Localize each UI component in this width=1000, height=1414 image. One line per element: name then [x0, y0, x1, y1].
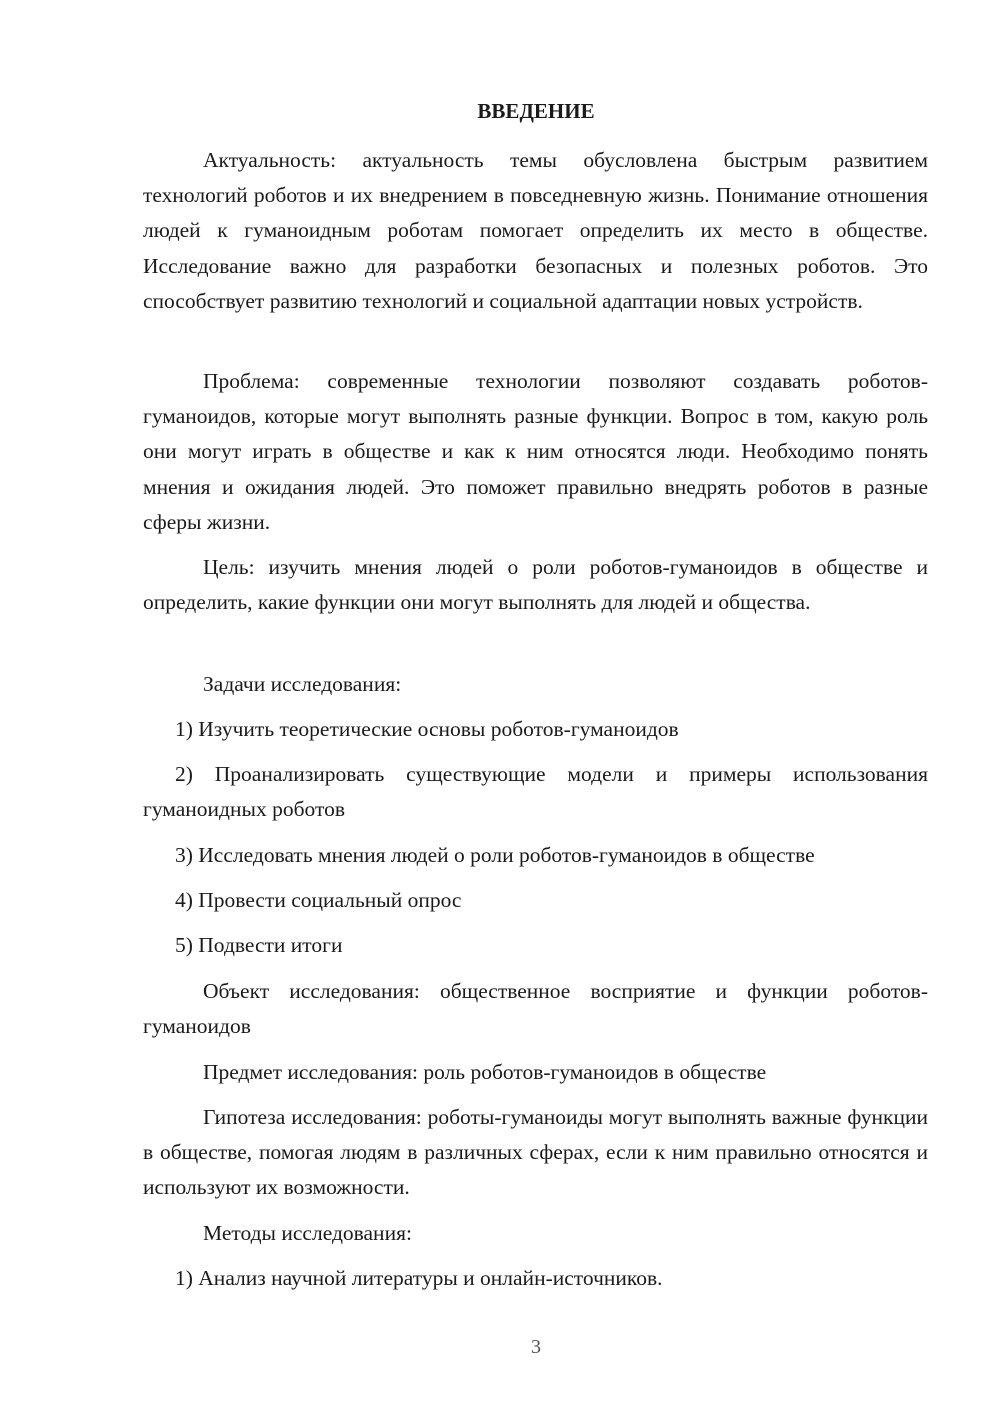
page-number: 3	[531, 1336, 541, 1358]
tasks-heading: Задачи исследования:	[203, 672, 402, 696]
methods-heading: Методы исследования:	[203, 1221, 412, 1245]
section-title: ВВЕДЕНИЕ	[477, 99, 595, 123]
method-item: 1) Анализ научной литературы и онлайн-источников.	[175, 1266, 663, 1290]
task-item: 4) Провести социальный опрос	[175, 888, 462, 912]
task-item: 2) Проанализировать существующие модели и примеры использования гуманоидных роботов	[143, 762, 928, 822]
problem-paragraph: Проблема: современные технологии позволяют создавать роботов-гуманоидов, которые могут выполнять разные функции. Вопрос в том, какую роль они могут играть в обществе и как к ним относятся люди. Необходимо понять мнения и ожидания людей. Это поможет правильно внедрять роботов в разные сферы жизни.	[143, 369, 928, 534]
task-item: 3) Исследовать мнения людей о роли роботов-гуманоидов в обществе	[175, 843, 815, 867]
task-item: 5) Подвести итоги	[175, 933, 343, 957]
hypothesis-paragraph: Гипотеза исследования: роботы-гуманоиды могут выполнять важные функции в обществе, помогая людям в различных сферах, если к ним правильно относятся и используют их возможности.	[143, 1105, 928, 1200]
task-item: 1) Изучить теоретические основы роботов-гуманоидов	[175, 717, 679, 741]
relevance-paragraph: Актуальность: актуальность темы обусловлена быстрым развитием технологий роботов и их внедрением в повседневную жизнь. Понимание отношения людей к гуманоидным роботам помогает определить их место в обществе. Исследование важно для разработки безопасных и полезных роботов. Это способствует развитию технологий и социальной адаптации новых устройств.	[143, 148, 928, 313]
subject-paragraph: Предмет исследования: роль роботов-гуманоидов в обществе	[203, 1060, 767, 1084]
object-paragraph: Объект исследования: общественное восприятие и функции роботов-гуманоидов	[143, 979, 928, 1039]
goal-paragraph: Цель: изучить мнения людей о роли роботов-гуманоидов в обществе и определить, какие функции они могут выполнять для людей и общества.	[143, 555, 928, 615]
